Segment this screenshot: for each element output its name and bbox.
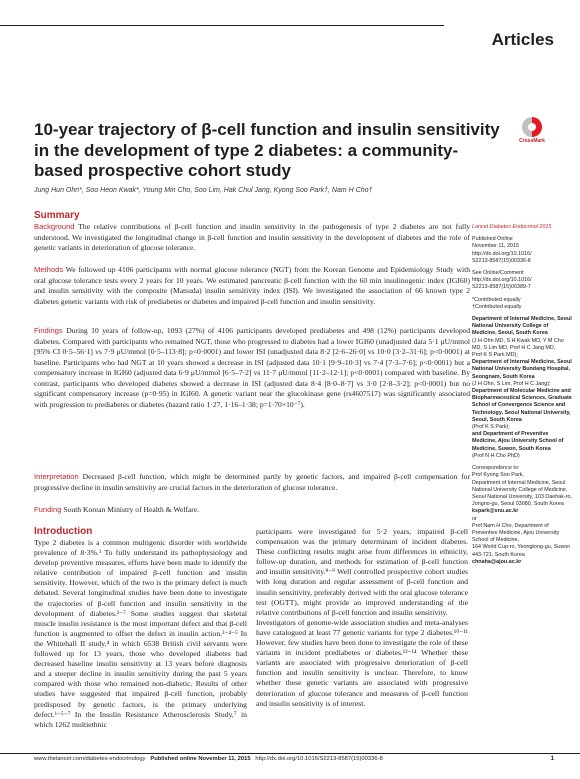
affiliation-1: Department of Internal Medicine, Seoul National University College of Medicine, Seoul, South Korea bbox=[472, 316, 572, 337]
affiliation-2: Department of Internal Medicine, Seoul National University Bundang Hospital, Seongnam, South Korea bbox=[472, 359, 572, 380]
affiliation-4-tail: (Prof N H Cho PhD) bbox=[472, 452, 520, 459]
summary-background bbox=[34, 222, 470, 254]
correspondence-2-email[interactable]: chnaha@ajou.ac.kr bbox=[472, 558, 522, 565]
summary-funding bbox=[34, 505, 470, 516]
summary-heading: Summary bbox=[34, 210, 80, 221]
footer-url[interactable]: www.thelancet.com/diabetes-endocrinology bbox=[34, 756, 146, 762]
affiliation-3-tail: (Prof K S Park); bbox=[472, 424, 510, 431]
summary-methods bbox=[34, 265, 470, 307]
doi-link[interactable]: http://dx.doi.org/10.1016/ bbox=[472, 250, 532, 257]
contributed-note-1: *Contributed equally bbox=[472, 296, 521, 303]
crossmark-icon bbox=[522, 117, 542, 137]
methods-label: Methods bbox=[34, 265, 64, 274]
introduction-column-2: participants were investigated for 5·2 years, impaired β-cell compensation was the primary determinant of incident diabetes. These conflicting results might arise from differences in ethnicity, follow-up duration, and methods for estimation of β-cell function and insulin sensitivity.⁸⁻⁹ Well controlled prospective cohort studies with long duration and regular assessment of β-cell function and insulin sensitivity, preferably derived with the oral glucose tolerance test (OGTT), might provide an improved understanding of the relative contributions of β-cell function and insulin sensitivity. Investigators of genome-wide association studies and meta-analyses have catalogued at least 77 genetic variants for type 2 diabetes.¹⁰⁻¹¹ However, few studies have been done to investigate the role of these variants in incident prediabetes or diabetes.¹²⁻¹⁴ Whether these variants are associated with progressive deterioration of β-cell function and insulin sensitivity is unclear. Therefore, to know whether these genetic variants are associated with progressive deterioration of glucose tolerance and measures of β-cell function and insulin sensitivity is of interest. bbox=[256, 527, 468, 708]
affiliation-3: Department of Molecular Medicine and Biopharmaceutical Sciences, Graduate School of Convergence Science and Technology, Seoul National University, Seoul, South Korea bbox=[472, 388, 572, 423]
footer-published: Published online November 11, 2015 bbox=[150, 756, 251, 762]
affiliation-2-people: Prof K S Park MD); bbox=[472, 352, 518, 359]
summary-findings bbox=[34, 326, 470, 410]
introduction-heading: Introduction bbox=[34, 526, 93, 537]
background-text: The relative contributions of β-cell function and insulin sensitivity in the pathogenesis of type 2 diabetes are not fully understood. We investigated the longitudinal change in β-cell function and insulin sensitivity in the development of diabetes and the role of genetic variants in deterioration of glucose tolerance. bbox=[34, 222, 471, 252]
findings-text: During 10 years of follow-up, 1093 (27%) of 4106 participants developed prediabetes and 498 (12%) participants developed diabetes. Compared with participants who remained NGT, those who progressed to diabetes had a lower IGI60 (unadjusted data 5·1 μU/mmol [95% CI 0·5–56·1] vs 7·9 μU/mmol [0·5–113·8]; p<0·0001) and lower ISI (unadjusted data 8·2 [2·6–26·0] vs 10·0 [3·2–31·6]; p<0·0001) at baseline. Participants who had NGT at 10 years showed a decrease in ISI (adjusted data 10·1 [9·9–10·3] vs 7·4 [7·3–7·6]; p<0·0001) but a compensatory increase in IGI60 (adjusted data 6·9 μU/mmol [6·5–7·2] vs 11·7 μU/mmol [11·2–12·1]; p<0·0001) compared with baseline. By contrast, participants who developed diabetes showed a decrease in ISI (adjusted data 8·4 [8·0–8·7] vs 3·0 [2·8–3·2]; p<0·0001) but no significant compensatory increase (p=0·95) in IGI60. A genetic variant near the glucokinase gene (rs4607517) was significantly associated with progression to prediabetes or diabetes (hazard ratio 1·27, 1·16–1·38; p=1·70×10⁻⁷). bbox=[34, 326, 470, 409]
footer-doi[interactable]: http://dx.doi.org/10.1016/S2213-8587(15)00336-8 bbox=[255, 756, 383, 762]
contributed-note-2: †Contributed equally bbox=[472, 303, 522, 310]
correspondence-or: or bbox=[472, 515, 477, 522]
correspondence-1-address: Department of Internal Medicine, Seoul National University College of Medicine, Seoul National University, 103 Daehak-ro, Jongno-gu, Seoul 03080, South Korea bbox=[472, 479, 572, 508]
correspondence-label: Correspondence to: bbox=[472, 465, 520, 472]
article-title: 10-year trajectory of β-cell function and insulin sensitivity in the development of type 2 diabetes: a community-based prospective cohort study bbox=[34, 120, 500, 180]
comment-link[interactable]: http://dx.doi.org/10.1016/ bbox=[472, 277, 532, 284]
introduction-column-1: Type 2 diabetes is a common multigenic disorder with worldwide prevalence of 8·3%.¹ To fully understand its pathophysiology and develop preventive measures, efforts have been made to identify the relative contribution of impaired β-cell function and insulin sensitivity. However, which of the two is the primary defect is much debated. Several longitudinal studies have been done to investigate the trajectories of β-cell function and insulin sensitivity in the development of diabetes.²⁻⁷ Some studies suggest that skeletal muscle insulin resistance is the most important defect and that β-cell function is augmented to offset the defect in insulin action.²⁻⁴⁻⁵ In the Whitehall II study,⁴ in which 6538 British civil servants were followed up for 13 years, those who developed diabetes had decreased baseline insulin sensitivity at 13 years before diagnosis and a steeper decline in insulin sensitivity during the past 5 years compared with those who remained non-diabetic. Results of other studies have suggested that impaired β-cell function, probably predisposed by genetic factors, is the primary underlying defect.¹⁻⁵⁻⁷ In the Insulin Resistance Atherosclerosis Study,⁷ in which 1262 multiethnic bbox=[34, 538, 247, 729]
correspondence-2-name: Prof Nam H Cho, Department of Preventive Medicine, Ajou University School of Medicine, bbox=[472, 522, 560, 544]
findings-label: Findings bbox=[34, 326, 63, 335]
author-list: Jung Hun Ohn*, Soo Heon Kwak*, Young Min Cho, Soo Lim, Hak Chul Jang, Kyong Soo Park†, Nam H Cho† bbox=[34, 187, 373, 194]
background-label: Background bbox=[34, 222, 75, 231]
funding-label: Funding bbox=[34, 505, 62, 514]
correspondence-2-address: 164 World Cup-ro, Yeongtong-gu, Suwon 443-721, South Korea bbox=[472, 544, 571, 558]
interpretation-label: Interpretation bbox=[34, 472, 79, 481]
journal-citation: Lancet Diabetes Endocrinol 2015 bbox=[472, 224, 552, 230]
crossmark-badge[interactable] bbox=[519, 117, 545, 144]
see-online-label: See Online/Comment bbox=[472, 270, 524, 277]
comment-id[interactable]: S2213-8587(15)00389-7 bbox=[472, 284, 531, 291]
summary-interpretation bbox=[34, 472, 470, 493]
correspondence-1-name: Prof Kyong Soo Park, bbox=[472, 472, 524, 479]
footer-rule bbox=[0, 753, 580, 754]
interpretation-text: Decreased β-cell function, which might be determined partly by genetic factors, and impaired β-cell compensation for progressive decline in insulin sensitivity are crucial factors in the deterioration of glucose tolerance. bbox=[34, 472, 470, 492]
page-number: 1 bbox=[550, 756, 554, 762]
published-date: November 11, 2015 bbox=[472, 243, 519, 250]
published-label: Published Online bbox=[472, 236, 513, 243]
correspondence-1-email[interactable]: kspark@snu.ac.kr bbox=[472, 508, 519, 515]
affiliation-4: and Department of Preventive Medicine, Ajou University School of Medicine, Suwon, South Korea bbox=[472, 431, 564, 452]
page-footer bbox=[34, 756, 504, 762]
doi-id[interactable]: S2213-8587(15)00336-8 bbox=[472, 257, 531, 264]
crossmark-label: CrossMark bbox=[519, 138, 545, 144]
header-rule bbox=[0, 25, 444, 26]
affiliation-2-tail: (J H Ohn, S Lim, Prof H C Jang); bbox=[472, 380, 551, 387]
funding-text: South Korean Ministry of Health & Welfare. bbox=[63, 505, 200, 514]
section-label: Articles bbox=[491, 30, 554, 49]
affiliation-1-people: (J H Ohn MD, S H Kwak MD, Y M Cho MD, S Lim MD, Prof H C Jang MD, bbox=[472, 337, 564, 351]
sidebar bbox=[472, 224, 572, 566]
methods-text: We followed up 4106 participants with normal glucose tolerance (NGT) from the Korean Genome and Epidemiology Study with oral glucose tolerance tests every 2 years for 10 years. We estimated pancreatic β-cell function with the 60 min insulinogenic index (IGI60) and insulin sensitivity with the composite (Matsuda) insulin sensitivity index (ISI). We investigated the association of 66 known type 2 diabetes genetic variants with risk of prediabetes or diabetes and impaired β-cell function and insulin sensitivity. bbox=[34, 265, 470, 306]
